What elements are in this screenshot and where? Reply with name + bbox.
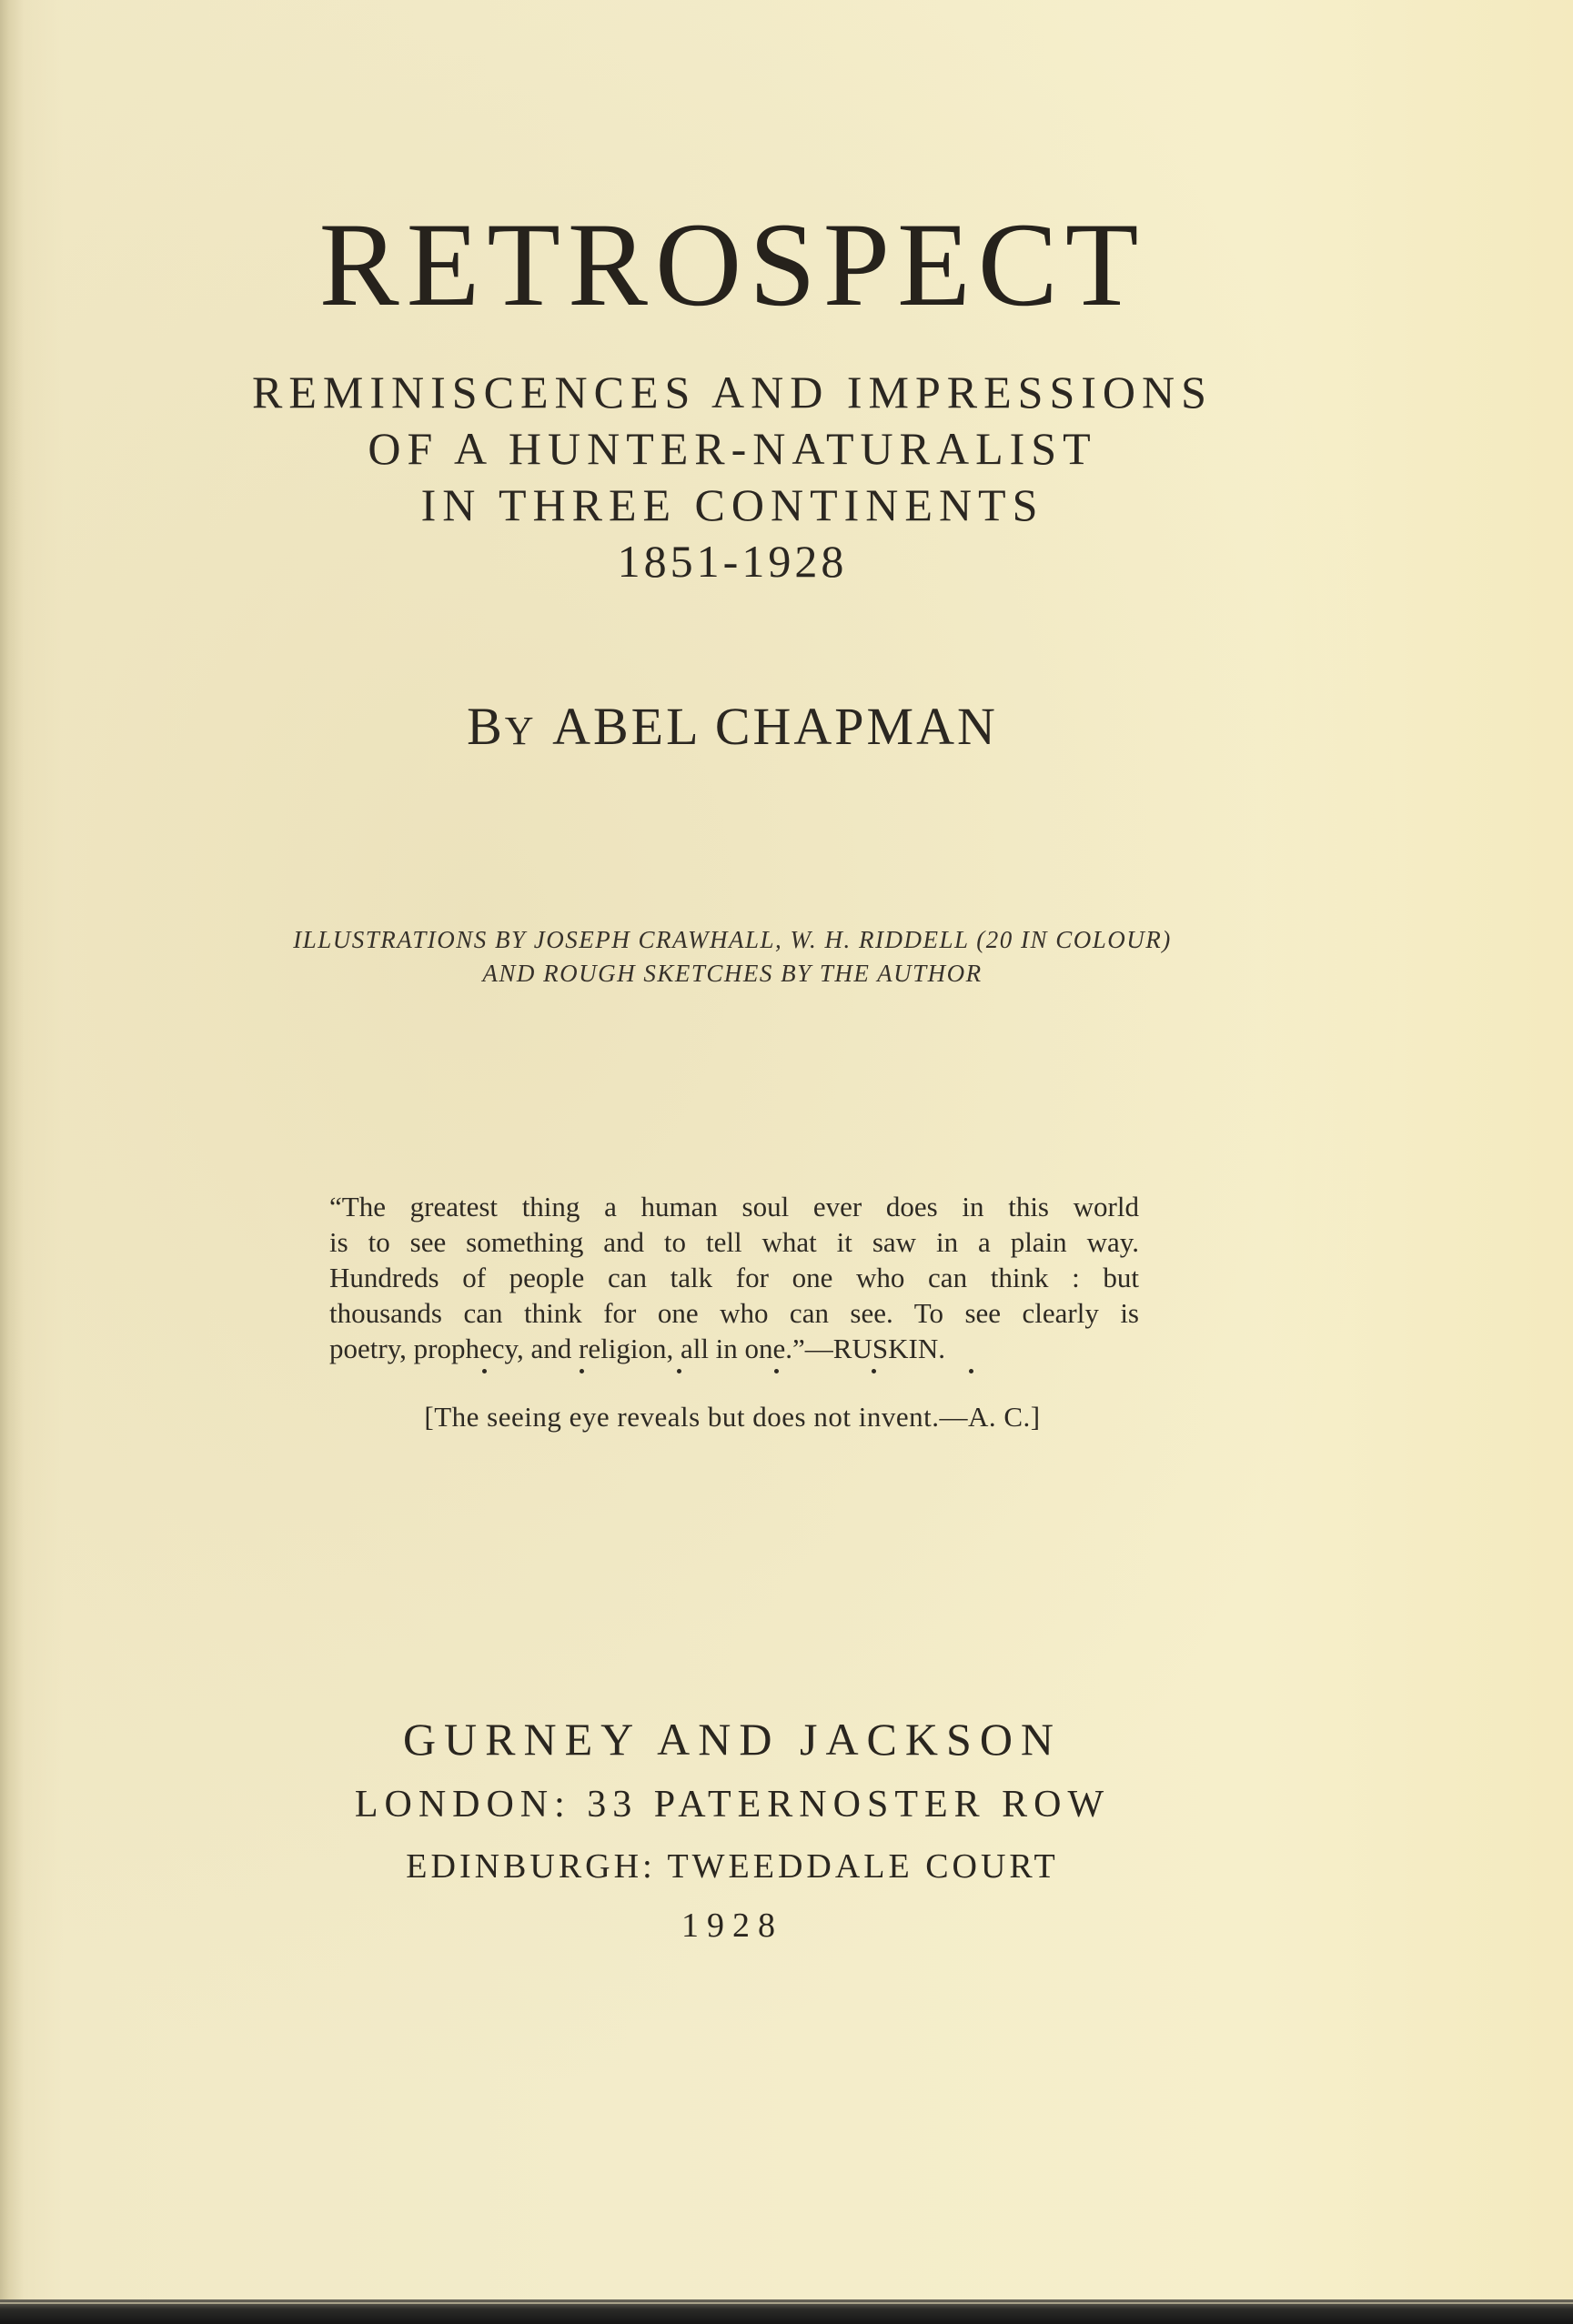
page-edge-line — [0, 2302, 1573, 2304]
author-line — [0, 696, 1465, 757]
dot — [872, 1369, 876, 1373]
author-by-rest: Y — [504, 709, 537, 753]
subtitle-line-1: REMINISCENCES AND IMPRESSIONS — [252, 367, 1213, 418]
author-by-initial: B — [467, 697, 505, 756]
dot — [482, 1369, 487, 1373]
book-subtitle — [0, 364, 1465, 589]
ellipsis-dots — [482, 1369, 973, 1373]
dot — [580, 1369, 584, 1373]
publisher-london-address: LONDON: 33 PATERNOSTER ROW — [354, 1784, 1111, 1826]
publisher-edinburgh-address: EDINBURGH: TWEEDDALE COURT — [406, 1847, 1059, 1886]
dot — [969, 1369, 973, 1373]
dot — [774, 1369, 779, 1373]
quote-line-3: Hundreds of people can talk for one who can think : but — [329, 1262, 1139, 1293]
publisher-name: GURNEY AND JACKSON — [402, 1714, 1063, 1765]
epigraph-quote — [329, 1189, 1139, 1366]
dot — [677, 1369, 681, 1373]
quote-line-4: thousands can think for one who can see. To see clearly is — [329, 1297, 1139, 1329]
illustrations-line-2: AND ROUGH SKETCHES BY THE AUTHOR — [482, 960, 983, 987]
publication-year: 1928 — [681, 1906, 783, 1945]
author-note: [The seeing eye reveals but does not invent.—A. C.] — [424, 1401, 1041, 1433]
subtitle-years: 1851-1928 — [617, 536, 848, 587]
quote-line-1: “The greatest thing a human soul ever does in this world — [329, 1191, 1139, 1222]
quote-line-5: poetry, prophecy, and religion, all in one.”—RUSKIN. — [329, 1333, 945, 1364]
page-bottom-edge — [0, 2299, 1573, 2324]
subtitle-line-2: OF A HUNTER-NATURALIST — [368, 423, 1097, 474]
quote-line-2: is to see something and to tell what it saw in a plain way. — [329, 1226, 1139, 1258]
illustrations-credit — [0, 923, 1465, 991]
subtitle-line-3: IN THREE CONTINENTS — [420, 479, 1044, 530]
illustrations-line-1: ILLUSTRATIONS BY JOSEPH CRAWHALL, W. H. RIDDELL (20 IN COLOUR) — [293, 926, 1172, 953]
book-title: RETROSPECT — [318, 197, 1146, 331]
author-name: ABEL CHAPMAN — [552, 697, 998, 756]
